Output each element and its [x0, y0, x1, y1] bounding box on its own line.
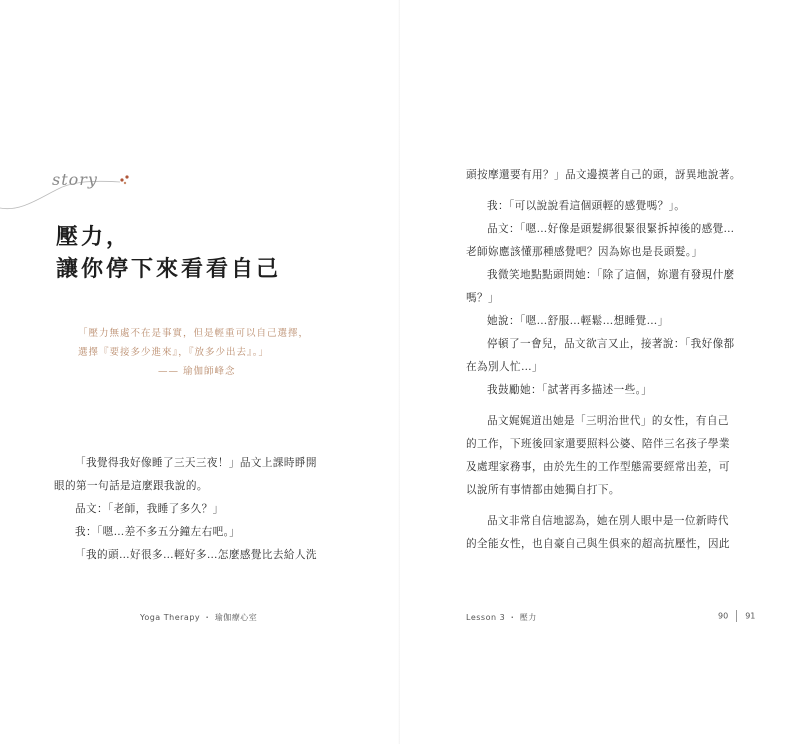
left-running-footer: Yoga Therapy ・ 瑜伽療心室: [140, 613, 258, 622]
paragraph-line: 我：「嗯…差不多五分鐘左右吧。」: [75, 526, 241, 538]
epigraph-quote: [78, 324, 358, 381]
story-dot: [125, 175, 128, 178]
right-body-text: [466, 164, 760, 556]
paragraph-line: 品文娓娓道出她是「三明治世代」的女性，有自己: [487, 415, 729, 427]
paragraph-line: 的全能女性，也自豪自己與生俱來的超高抗壓性，因此: [466, 538, 730, 550]
left-body-text: [54, 452, 360, 567]
paragraph-line: 「我的頭…好很多…輕好多…怎麼感覺比去給人洗: [75, 549, 317, 561]
paragraph-line: 我鼓勵她：「試著再多描述一些。」: [487, 384, 653, 396]
paragraph-line: 嗎？」: [466, 292, 499, 304]
title-line: 壓力，: [56, 225, 132, 250]
quote-author: —— 瑜伽師峰念: [158, 366, 236, 377]
quote-line: 選擇『要接多少進來』，『放多少出去』。」: [78, 347, 270, 358]
paragraph-line: 「我覺得我好像睡了三天三夜！」品文上課時睜開: [75, 457, 317, 469]
paragraph-line: 以說所有事情都由她獨自打下。: [466, 484, 620, 496]
right-running-footer: Lesson 3 ・ 壓力: [466, 613, 537, 622]
page-numbers: [718, 610, 755, 622]
paragraph-line: 眼的第一句話是這麼跟我說的。: [54, 480, 208, 492]
paragraph-line: 及處理家務事，由於先生的工作型態需要經常出差，可: [466, 461, 730, 473]
chapter-title: [56, 222, 281, 286]
paragraph-line: 老師妳應該懂那種感覺吧？因為妳也是長頭髮。」: [466, 246, 703, 258]
paragraph-line: 她說：「嗯…舒服…輕鬆…想睡覺…」: [487, 315, 669, 327]
paragraph-line: 停頓了一會兒，品文欲言又止，接著說：「我好像都: [487, 338, 735, 350]
paragraph-line: 在為別人忙…」: [466, 361, 543, 373]
title-line: 讓你停下來看看自己: [56, 257, 282, 282]
page-number-right: 91: [745, 611, 756, 621]
paragraph-line: 頭按摩還要有用？」品文邊摸著自己的頭，訝異地說著。: [466, 169, 741, 181]
story-dot: [120, 178, 123, 181]
paragraph-line: 品文：「嗯…好像是頭髮綁很緊很緊拆掉後的感覺…: [487, 223, 735, 235]
paragraph-line: 我：「可以說說看這個頭輕的感覺嗎？」。: [487, 200, 686, 212]
paragraph-line: 我微笑地點點頭問她：「除了這個，妳還有發現什麼: [487, 269, 735, 281]
story-label: story: [52, 170, 98, 189]
quote-line: 「壓力無處不在是事實，但是輕重可以自己選擇，: [78, 328, 310, 339]
paragraph-line: 品文：「老師，我睡了多久？」: [75, 503, 224, 515]
page-number-left: 90: [718, 611, 729, 621]
paragraph-line: 的工作，下班後回家還要照料公婆、陪伴三名孩子學業: [466, 438, 730, 450]
story-dot: [124, 182, 126, 184]
page-number-divider: [736, 610, 737, 622]
paragraph-line: 品文非常自信地認為，她在別人眼中是一位新時代: [487, 515, 729, 527]
